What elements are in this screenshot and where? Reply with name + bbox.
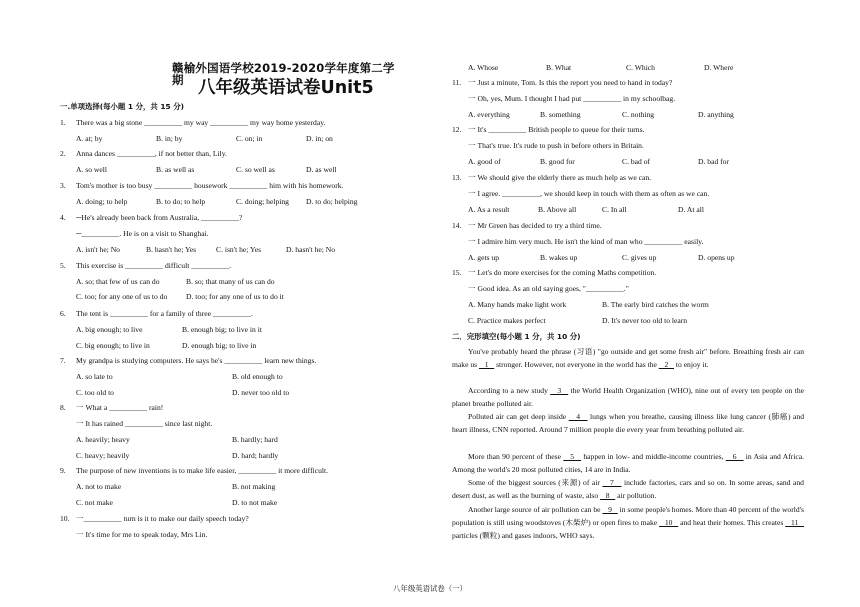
- answer-option: A. doing; to help: [76, 197, 128, 206]
- answer-option: A. not to make: [76, 482, 122, 491]
- answer-option: D. opens up: [698, 253, 735, 262]
- cloze-paragraph: Another large source of air pollution can be 9 in some people's homes. More than 40 percent of the world's population is still using woodstoves (木柴炉) or open fires to make 10 and heat their homes. This creates 11 particles (颗粒) and gases indoors, WHO says.: [452, 505, 804, 540]
- question-stem: 一 Good idea. As an old saying goes, "__________.": [468, 284, 629, 293]
- question-number: 5.: [60, 261, 66, 270]
- answer-option: B. not making: [232, 482, 276, 491]
- answer-option: B. something: [540, 110, 581, 119]
- answer-option: C. too old to: [76, 388, 114, 397]
- answer-option: C. on; in: [236, 134, 263, 143]
- answer-option: A. As a result: [468, 205, 510, 214]
- answer-option: B. wakes up: [540, 253, 578, 262]
- answer-option: A. heavily; heavy: [76, 435, 130, 444]
- question-stem: 一 We should give the elderly there as much help as we can.: [468, 173, 652, 182]
- answer-option: D. Where: [704, 63, 734, 72]
- answer-option: D. never too old to: [232, 388, 290, 397]
- cloze-paragraph: Polluted air can get deep inside 4 lungs when you breathe, causing illness like lung cancer (肺癌) and heart illness, CNN reported. Around 7 million people die every year from breathing polluted air.: [452, 412, 804, 434]
- answer-option: D. bad for: [698, 157, 729, 166]
- answer-option: B. to do; to help: [156, 197, 206, 206]
- section1-heading: 一.单项选择(每小题 1 分，共 15 分): [60, 102, 184, 111]
- answer-option: C. Which: [626, 63, 655, 72]
- cloze-blank[interactable]: 8: [600, 491, 616, 500]
- question-stem: Tom's mother is too busy __________ housework __________ him with his homework.: [76, 181, 344, 190]
- answer-option: D. in; on: [306, 134, 333, 143]
- answer-option: B. good for: [540, 157, 575, 166]
- cloze-blank[interactable]: 9: [602, 505, 618, 514]
- question-number: 4.: [60, 213, 66, 222]
- answer-option: A. big enough; to live: [76, 325, 143, 334]
- question-number: 1.: [60, 118, 66, 127]
- answer-option: B. hasn't he; Yes: [146, 245, 197, 254]
- answer-option: A. at; by: [76, 134, 103, 143]
- answer-option: D. too; for any one of us to do it: [186, 292, 284, 301]
- answer-option: B. The early bird catches the worm: [602, 300, 709, 309]
- question-number: 3.: [60, 181, 66, 190]
- cloze-paragraph: You've probably heard the phrase (习语) "go outside and get some fresh air" before. Breathing fresh air can make us 1 stronger. However, not everyone in the world has the 2 to enjoy it.: [452, 347, 804, 369]
- cloze-blank[interactable]: 5: [563, 452, 582, 461]
- answer-option: D. enough big; to live in: [182, 341, 257, 350]
- question-stem: 一 I admire him very much. He isn't the kind of man who __________ easily.: [468, 237, 704, 246]
- cloze-blank[interactable]: 2: [658, 360, 674, 369]
- answer-option: A. Whose: [468, 63, 499, 72]
- answer-option: B. What: [546, 63, 572, 72]
- answer-option: D. anything: [698, 110, 734, 119]
- exam-title: 八年级英语试卷Unit5: [198, 78, 374, 98]
- question-stem: 一 It's time for me to speak today, Mrs Lin.: [76, 530, 208, 539]
- answer-option: B. hardly; hard: [232, 435, 278, 444]
- cloze-blank[interactable]: 1: [479, 360, 495, 369]
- cloze-blank[interactable]: 3: [550, 386, 569, 395]
- question-stem: 一 What a __________ rain!: [76, 403, 164, 412]
- answer-option: D. hasn't he; No: [286, 245, 336, 254]
- question-number: 8.: [60, 403, 66, 412]
- answer-option: A. Many hands make light work: [468, 300, 567, 309]
- question-stem: 一 That's true. It's rude to push in before others in Britain.: [468, 141, 644, 150]
- question-stem: The purpose of new inventions is to make life easier, __________ it more difficult.: [76, 466, 328, 475]
- question-number: 14.: [452, 221, 462, 230]
- cloze-paragraph: According to a new study 3 the World Health Organization (WHO), nine out of every ten people on the planet breathe polluted air.: [452, 386, 804, 408]
- cloze-blank[interactable]: 11: [785, 518, 804, 527]
- question-stem: 一 I agree. __________, we should keep in touch with them as often as we can.: [468, 189, 710, 198]
- answer-option: B. so; that many of us can do: [186, 277, 275, 286]
- question-stem: 一 Let's do more exercises for the coming Maths competition.: [468, 268, 657, 277]
- question-stem: ─He's already been back from Australia, __________?: [76, 213, 243, 222]
- section2-heading: 二．完形填空(每小题 1 分，共 10 分): [452, 332, 581, 341]
- question-number: 9.: [60, 466, 66, 475]
- answer-option: C. not make: [76, 498, 113, 507]
- answer-option: A. so; that few of us can do: [76, 277, 160, 286]
- answer-option: A. so well: [76, 165, 108, 174]
- school-name: 赣榆外国语学校2019-2020学年度第二学期: [172, 61, 395, 87]
- question-stem: ─__________. He is on a visit to Shanghai.: [76, 229, 209, 238]
- cloze-blank[interactable]: 4: [568, 412, 588, 421]
- answer-option: B. old enough to: [232, 372, 283, 381]
- question-stem: 一 Oh, yes, Mum. I thought I had put __________ in my schoolbag.: [468, 94, 676, 103]
- answer-option: D. to do; helping: [306, 197, 358, 206]
- cloze-paragraph: Some of the biggest sources (来源) of air 7 include factories, cars and so on. In some areas, sand and desert dust, as well as the burning of waste, also 8 air pollution.: [452, 478, 804, 500]
- answer-option: C. isn't he; Yes: [216, 245, 262, 254]
- question-stem: 一 Mr Green has decided to try a third time.: [468, 221, 602, 230]
- answer-option: A. good of: [468, 157, 501, 166]
- question-stem: 一 It has rained __________ since last night.: [76, 419, 213, 428]
- question-number: 7.: [60, 356, 66, 365]
- cloze-blank[interactable]: 6: [725, 452, 744, 461]
- answer-option: C. so well as: [236, 165, 275, 174]
- question-number: 11.: [452, 78, 462, 87]
- answer-option: D. as well: [306, 165, 337, 174]
- answer-option: C. In all: [602, 205, 627, 214]
- page-footer: 八年级英语试卷（一）: [393, 584, 467, 593]
- answer-option: C. bad of: [622, 157, 651, 166]
- cloze-blank[interactable]: 7: [602, 478, 622, 487]
- question-number: 12.: [452, 125, 462, 134]
- cloze-paragraph: More than 90 percent of these 5 happen in low- and middle-income countries, 6 in Asia and Africa. Among the world's 20 most polluted cities, 14 are in India.: [452, 452, 805, 474]
- answer-option: C. Practice makes perfect: [468, 316, 546, 325]
- answer-option: D. It's never too old to learn: [602, 316, 688, 325]
- question-stem: There was a big stone __________ my way __________ my way home yesterday.: [76, 118, 326, 127]
- answer-option: C. big enough; to live in: [76, 341, 150, 350]
- answer-option: B. Above all: [538, 205, 577, 214]
- cloze-blank[interactable]: 10: [659, 518, 679, 527]
- question-stem: This exercise is __________ difficult __________.: [76, 261, 232, 270]
- answer-option: C. gives up: [622, 253, 657, 262]
- answer-option: A. isn't he; No: [76, 245, 120, 254]
- answer-option: B. as well as: [156, 165, 195, 174]
- answer-option: C. heavy; heavily: [76, 451, 130, 460]
- answer-option: A. gets up: [468, 253, 500, 262]
- answer-option: C. nothing: [622, 110, 655, 119]
- question-stem: Anna dances __________, if not better than, Lily.: [76, 149, 227, 158]
- answer-option: B. enough big; to live in it: [182, 325, 262, 334]
- question-stem: 一 Just a minute, Tom. Is this the report you need to hand in today?: [468, 78, 673, 87]
- question-stem: 一 It's __________ British people to queue for their turns.: [468, 125, 645, 134]
- answer-option: D. hard; hardly: [232, 451, 279, 460]
- question-number: 6.: [60, 309, 66, 318]
- answer-option: C. too; for any one of us to do: [76, 292, 168, 301]
- question-number: 2.: [60, 149, 66, 158]
- question-number: 13.: [452, 173, 462, 182]
- question-number: 15.: [452, 268, 462, 277]
- answer-option: D. to not make: [232, 498, 278, 507]
- answer-option: A. everything: [468, 110, 510, 119]
- question-stem: My grandpa is studying computers. He says he's __________ learn new things.: [76, 356, 317, 365]
- question-stem: The tent is __________ for a family of three __________.: [76, 309, 253, 318]
- answer-option: B. in; by: [156, 134, 183, 143]
- answer-option: C. doing; helping: [236, 197, 289, 206]
- question-stem: 一__________ turn is it to make our daily speech today?: [76, 514, 249, 523]
- question-number: 10.: [60, 514, 70, 523]
- answer-option: A. so late to: [76, 372, 113, 381]
- answer-option: D. At all: [678, 205, 704, 214]
